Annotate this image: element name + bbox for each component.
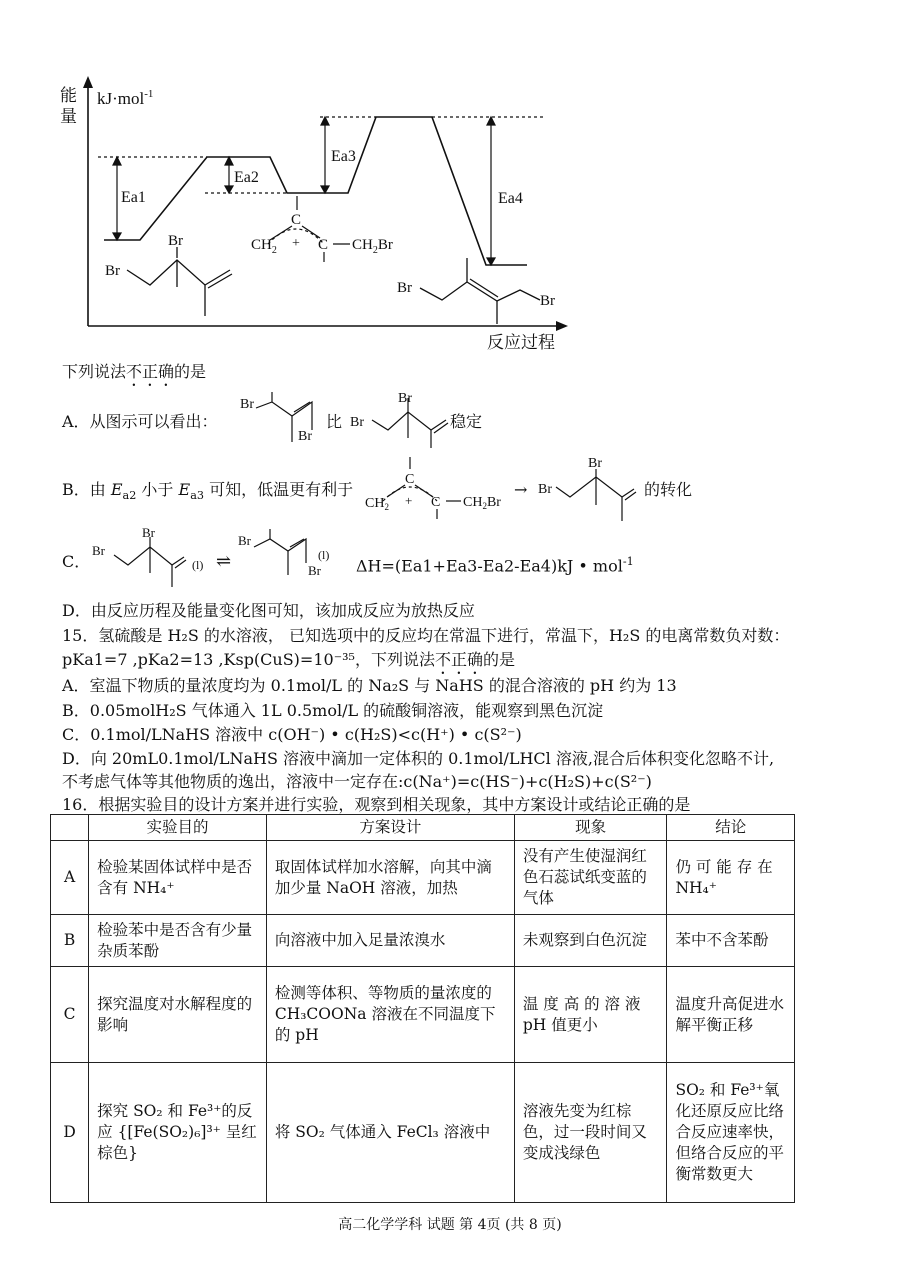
q15-option-c: C．0.1mol/LNaHS 溶液中 c(OH⁻) • c(H₂S)<c(H⁺) • c(S²⁻) <box>62 725 522 744</box>
y-axis-label-1: 能 <box>60 86 77 105</box>
x-axis-label: 反应过程 <box>487 333 555 352</box>
table-cell: 探究温度对水解程度的影响 <box>89 967 267 1063</box>
q15-option-d-line1: D．向 20mL0.1mol/LNaHS 溶液中滴加一定体积的 0.1mol/LHCl 溶液,混合后体积变化忽略不计, <box>62 749 775 768</box>
q14-option-b-intermediate <box>365 455 515 525</box>
reactant-br-left: Br <box>105 263 120 279</box>
q14-option-a-post: 稳定 <box>450 412 483 431</box>
svg-text:Br: Br <box>298 429 312 444</box>
table-cell: 检验苯中是否含有少量杂质苯酚 <box>89 915 267 967</box>
svg-text:Br: Br <box>398 391 412 406</box>
svg-text:+: + <box>405 493 413 508</box>
svg-text:(l): (l) <box>192 558 204 572</box>
ea4-label: Ea4 <box>498 190 523 207</box>
reactant-br-top: Br <box>168 233 183 249</box>
q16-stem: 16．根据实验目的设计方案并进行实验，观察到相关现象，其中方案设计或结论正确的是 <box>62 795 691 814</box>
table-cell: 温 度 高 的 溶 液 pH 值更小 <box>514 967 667 1063</box>
unit-label: kJ·mol$^{-1}$ <box>97 88 154 108</box>
table-header-cell: 现象 <box>514 815 667 841</box>
intermediate-structure <box>268 196 350 262</box>
q15-option-b: B．0.05molH₂S 气体通入 1L 0.5mol/L 的硫酸铜溶液，能观察到黑色沉淀 <box>62 701 604 720</box>
reactant-structure <box>127 247 232 316</box>
intermediate-ch2br: $CH_2Br$ <box>352 237 393 256</box>
svg-text:C: C <box>431 495 441 510</box>
table-cell: 温度升高促进水解平衡正移 <box>667 967 795 1063</box>
table-cell: 将 SO₂ 气体通入 FeCl₃ 溶液中 <box>266 1063 514 1203</box>
table-cell: 苯中不含苯酚 <box>667 915 795 967</box>
q15-line2: pKa1=7 ,pKa2=13 ,Ksp(CuS)=10⁻³⁵，下列说法不正确的是 <box>62 650 515 669</box>
svg-text:Br: Br <box>588 456 602 471</box>
page-footer: 高二化学学科 试题 第 4页 (共 8 页) <box>338 1217 562 1233</box>
q14-stem <box>62 362 206 390</box>
table-cell: 检测等体积、等物质的量浓度的 CH₃COONa 溶液在不同温度下的 pH <box>266 967 514 1063</box>
energy-diagram <box>0 0 900 360</box>
svg-text:Br: Br <box>240 397 254 412</box>
table-cell: 溶液先变为红棕色，过一段时间又变成浅绿色 <box>514 1063 667 1203</box>
table-cell: 向溶液中加入足量浓溴水 <box>266 915 514 967</box>
q14-stem-post: 的是 <box>174 362 207 381</box>
intermediate-c: C <box>318 237 329 253</box>
svg-text:CH2Br: $CH_2Br$ <box>463 495 501 511</box>
intermediate-plus: + <box>292 236 300 251</box>
y-axis-label-2: 量 <box>60 107 77 126</box>
ea1-label: Ea1 <box>121 189 146 206</box>
q15-option-d-line2: 不考虑气体等其他物质的逸出，溶液中一定存在:c(Na⁺)=c(HS⁻)+c(H₂S)+c(S²⁻) <box>62 772 652 791</box>
product-br-left: Br <box>397 280 412 296</box>
svg-text:(l): (l) <box>318 548 330 562</box>
intermediate-ch2: $CH_2$ <box>251 237 277 256</box>
svg-text:Br: Br <box>238 533 251 548</box>
table-cell: SO₂ 和 Fe³⁺氧化还原反应比络合反应速率快，但络合反应的平衡常数更大 <box>667 1063 795 1203</box>
q15-option-a: A．室温下物质的量浓度均为 0.1mol/L 的 Na₂S 与 NaHS 的混合溶液的 pH 约为 13 <box>62 676 677 695</box>
q14-option-d: D．由反应历程及能量变化图可知，该加成反应为放热反应 <box>62 601 475 620</box>
svg-text:Br: Br <box>350 415 364 430</box>
q14-option-b-text: B．由 $E_{a2}$ 小于 $E_{a3}$ 可知，低温更有利于 <box>62 480 354 503</box>
table-row <box>51 1063 795 1203</box>
table-cell: 未观察到白色沉淀 <box>514 915 667 967</box>
q14-stem-pre: 下列说法 <box>62 362 127 381</box>
table-row <box>51 841 795 915</box>
q16-table <box>50 814 795 1203</box>
ea2-label: Ea2 <box>234 169 259 186</box>
q14-option-a-pre: A．从图示可以看出： <box>62 412 218 431</box>
svg-text:Br: Br <box>538 482 552 497</box>
q14-option-b-end: 的转化 <box>644 480 693 499</box>
table-header-cell <box>51 815 89 841</box>
table-row <box>51 915 795 967</box>
table-cell: 仍 可 能 存 在 NH₄⁺ <box>667 841 795 915</box>
svg-text:⇌: ⇌ <box>216 551 232 571</box>
dashed-guides <box>98 117 545 193</box>
ea3-label: Ea3 <box>331 148 356 165</box>
intermediate-c-top: C <box>291 212 302 228</box>
q14-option-b-arrow: → <box>514 480 528 499</box>
table-cell: 没有产生使湿润红色石蕊试纸变蓝的气体 <box>514 841 667 915</box>
product-structure <box>420 258 540 324</box>
x-axis-arrow-icon <box>556 321 568 331</box>
table-cell: 检验某固体试样中是否含有 NH₄⁺ <box>89 841 267 915</box>
table-cell: C <box>51 967 89 1063</box>
table-header-cell: 方案设计 <box>266 815 514 841</box>
svg-text:C: C <box>405 472 415 487</box>
table-header-cell: 结论 <box>667 815 795 841</box>
q14-stem-emphasis: 不正确 <box>126 362 175 381</box>
product-br-right: Br <box>540 293 555 309</box>
table-header-row <box>51 815 795 841</box>
svg-text:CH2: $CH_2$ <box>365 496 389 512</box>
table-cell: 取固体试样加水溶解，向其中滴加少量 NaOH 溶液，加热 <box>266 841 514 915</box>
q14-option-c-formula: ΔH=(Ea1+Ea3-Ea2-Ea4)kJ • mol$^{-1}$ <box>356 555 634 576</box>
q14-option-a-mid: 比 <box>326 412 343 431</box>
table-cell: B <box>51 915 89 967</box>
svg-text:Br: Br <box>92 543 105 558</box>
y-axis-arrow-icon <box>83 76 93 88</box>
table-cell: 探究 SO₂ 和 Fe³⁺的反应 {[Fe(SO₂)₆]³⁺ 呈红棕色} <box>89 1063 267 1203</box>
q14-option-c-pre: C． <box>62 552 91 571</box>
q14-option-c-equation <box>88 525 348 590</box>
svg-text:Br: Br <box>308 563 321 578</box>
table-header-cell: 实验目的 <box>89 815 267 841</box>
q15-line1: 15．氢硫酸是 H₂S 的水溶液， 已知选项中的反应均在常温下进行，常温下，H₂S 的电离常数负对数： <box>62 626 790 645</box>
table-cell: D <box>51 1063 89 1203</box>
table-row <box>51 967 795 1063</box>
table-cell: A <box>51 841 89 915</box>
q14-option-b-product <box>534 455 644 525</box>
svg-text:Br: Br <box>142 525 155 540</box>
